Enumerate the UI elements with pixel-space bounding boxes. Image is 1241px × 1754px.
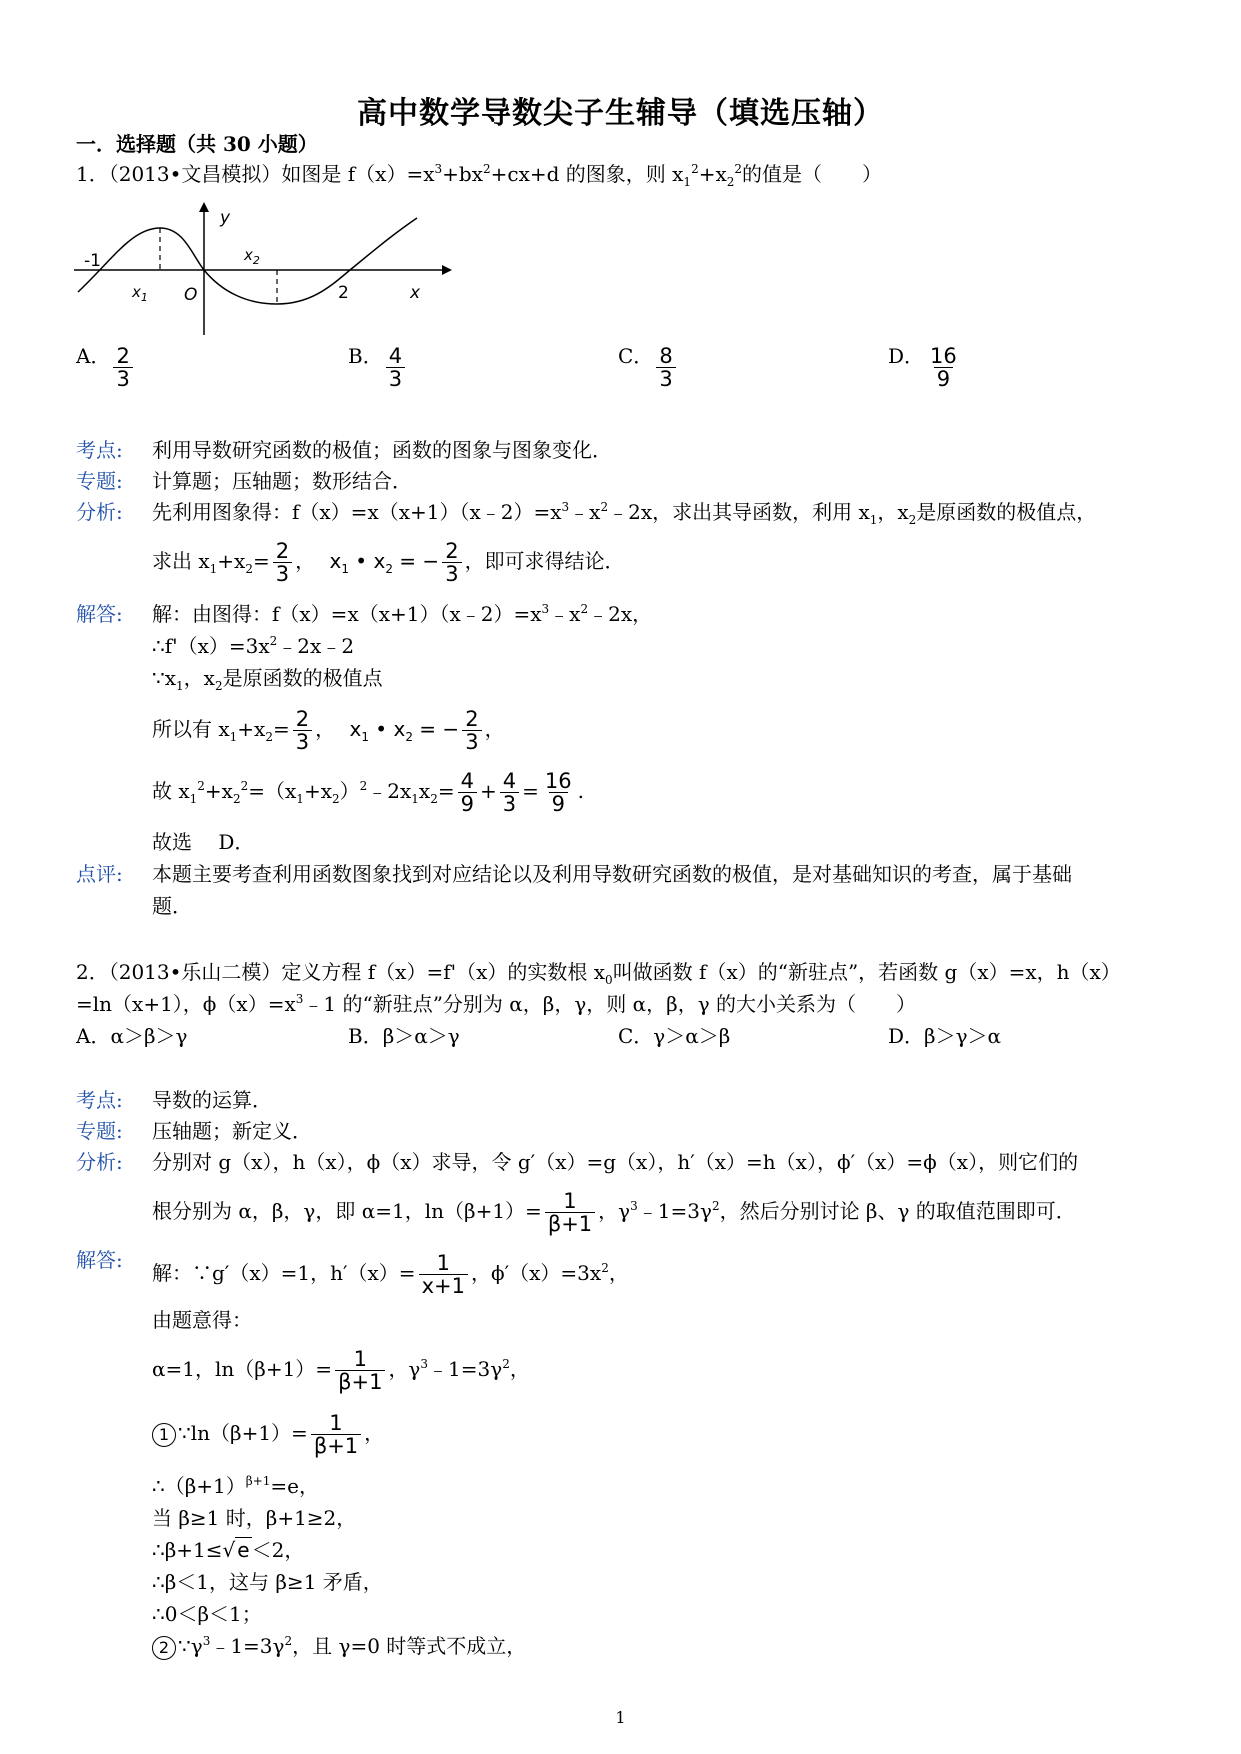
q2-jieda-line10: 2 $\because\gamma^3﹣1=3\gamma^2$，且 γ=0 时等式不成立， — [152, 1632, 526, 1660]
q2-jieda-line4: 1 ∵ln（β+1）= $\frac{1}{\beta+1}$ ， — [152, 1412, 384, 1457]
q1-stem: 1．（2013•文昌模拟）如图是 $f(x)=x^3+bx^2+cx+d$ 的图象，则 $x_1^2+x_2^2$的值是（ ） — [76, 162, 883, 189]
graph-label-x2: $x_2$ — [244, 246, 260, 267]
graph-label-x1: $x_1$ — [132, 283, 148, 304]
q2-fenxi-line2: 根分别为 α，β，γ，即 α=1，ln（β+1）= $\frac{1}{\beta+1}$ ，$\gamma^3﹣1=3\gamma^2$，然后分别讨论 β、γ 的取值范围即可． — [152, 1189, 1076, 1236]
q2-jieda-line8: ∴β＜1，这与 β≥1 矛盾， — [152, 1570, 383, 1594]
q1-option-c: C． $\frac{8}{3}$ — [618, 340, 679, 390]
graph-label-y: y — [220, 208, 231, 228]
q1-function-graph — [72, 200, 452, 340]
q2-jieda-line3: α=1，ln（β+1）= $\frac{1}{\beta+1}$ ，$\gamma^3﹣1=3\gamma^2$， — [152, 1347, 530, 1394]
q1-jieda-line4: 所以有 $x_1+x_2=$ $\frac{2}{3}$ ， $x_1$ • $x_2$ = − $\frac{2}{3}$ ， — [152, 707, 505, 754]
page-title: 高中数学导数尖子生辅导（填选压轴） — [357, 96, 884, 131]
graph-label-2: 2 — [338, 283, 349, 303]
graph-label-neg1: -1 — [84, 251, 101, 271]
q2-stem-line1: 2．（2013•乐山二模）定义方程 f（x）=f'（x）的实数根 $x_0$叫做函数 f（x）的“新驻点”，若函数 g（x）=x，h（x） — [76, 960, 1121, 987]
q2-jieda-line7: ∴β+1≤√ e ＜2， — [152, 1538, 305, 1562]
section-heading: 一．选择题（共 30 小题） — [76, 132, 318, 156]
q2-option-c: C．γ＞α＞β — [618, 1024, 731, 1048]
document-page: 高中数学导数尖子生辅导（填选压轴） 一．选择题（共 30 小题） 1．（2013•文昌模拟）如图是 $f(x)=x^3+bx^2+cx+d$ 的图象，则 $x_1^2+x_2^2$的值是（ ） y x O -1 2 $x_1$ $x_2$ A． $\frac{2}{3}$ B． $\frac{4}{3}$ C． $\frac{8}{3}$ D． $\frac{16}{9}$ 考点: 利用导数研究函数的极值；函数的图象与图象变化． 专题: 计算题；压轴题；数形结合． 分析: 先利用图象得：$f(x)=x(x+1)(x﹣2)=x^3﹣x^2﹣2x$，求出其导函数，利用 $x_1$，$x_2$是原函数的极值点， 求出 $x_1+x_2=$ $\frac{2}{3}$ ， $x_1$ • $x_2$ = − $\frac{2}{3}$ ，即可求得结论． 解答: 解：由图得：$f(x)=x(x+1)(x﹣2)=x^3﹣x^2﹣2x$， $\therefore f'(x)=3x^2﹣2x﹣2$ $\because x_1$，$x_2$是原函数的极值点 所以有 $x_1+x_2=$ $\frac{2}{3}$ ， $x_1$ • $x_2$ = − $\frac{2}{3}$ ， 故 $x_1^2+x_2^2=(x_1+x_2)^2﹣2x_1x_2=$ $\frac{4}{9}$ + $\frac{4}{3}$ = $\frac{16}{9}$ . 故选 D． 点评: 本题主要考查利用函数图象找到对应结论以及利用导数研究函数的极值，是对基础知识的考查，属于基础 题． 2．（2013•乐山二模）定义方程 f（x）=f'（x）的实数根 $x_0$叫做函数 f（x）的“新驻点”，若函数 g（x）=x，h（x） =ln（x+1），$\phi(x)=x^3﹣1$ 的“新驻点”分别为 α，β，γ，则 α，β，γ 的大小关系为（ ） A．α＞β＞γ B．β＞α＞γ C．γ＞α＞β D．β＞γ＞α 考点: 导数的运算． 专题: 压轴题；新定义． 分析: 分别对 g（x），h（x），ϕ（x）求导，令 g′（x）=g（x），h′（x）=h（x），ϕ′（x）=ϕ（x），则它们的 根分别为 α，β，γ，即 α=1，ln（β+1）= $\frac{1}{\beta+1}$ ，$\gamma^3﹣1=3\gamma^2$，然后分别讨论 β、γ 的取值范围即可． 解答: 解：∵g′（x）=1，h′（x）= $\frac{1}{x+1}$ ，$\phi'(x)=3x^2$， 由题意得： α=1，ln（β+1）= $\frac{1}{\beta+1}$ ，$\gamma^3﹣1=3\gamma^2$， 1 ∵ln（β+1）= $\frac{1}{\beta+1}$ ， $\therefore(\beta+1)^{\beta+1}=e$， 当 β≥1 时，β+1≥2， ∴β+1≤√ e ＜2， ∴β＜1，这与 β≥1 矛盾， ∴0＜β＜1； 2 $\because\gamma^3﹣1=3\gamma^2$，且 γ=0 时等式不成立， 1 — [0, 0, 1241, 1754]
q2-option-a: A．α＞β＞γ — [76, 1024, 188, 1048]
q2-option-d: D．β＞γ＞α — [888, 1024, 1002, 1048]
q1-answer: 故选 D． — [152, 830, 255, 854]
q2-jieda-line9: ∴0＜β＜1； — [152, 1602, 262, 1626]
q1-option-d: D． $\frac{16}{9}$ — [888, 344, 957, 391]
q1-jieda-line5: 故 $x_1^2+x_2^2=(x_1+x_2)^2﹣2x_1x_2=$ $\frac{4}{9}$ + $\frac{4}{3}$ = $\frac{16}{9}$ . — [152, 769, 584, 816]
q1-option-a: A． $\frac{2}{3}$ — [76, 340, 136, 390]
q2-jieda-line5: $\therefore(\beta+1)^{\beta+1}=e$， — [152, 1474, 320, 1498]
q2-jieda-line2: 由题意得： — [152, 1308, 252, 1332]
graph-label-x: x — [410, 283, 421, 303]
q1-dianping-line2: 题． — [152, 894, 192, 918]
page-number: 1 — [615, 1708, 626, 1727]
q1-jieda-line2: $\therefore f'(x)=3x^2﹣2x﹣2$ — [152, 634, 355, 658]
q1-option-b: B． $\frac{4}{3}$ — [348, 340, 408, 390]
q2-stem-line2: =ln（x+1），$\phi(x)=x^3﹣1$ 的“新驻点”分别为 α，β，γ，则 α，β，γ 的大小关系为（ ） — [76, 992, 917, 1016]
q1-jieda-line3: $\because x_1$，$x_2$是原函数的极值点 — [152, 666, 383, 693]
q2-jieda-line6: 当 β≥1 时，β+1≥2， — [152, 1506, 357, 1530]
q2-option-b: B．β＞α＞γ — [348, 1024, 460, 1048]
q1-fenxi-line2: 求出 $x_1+x_2=$ $\frac{2}{3}$ ， $x_1$ • $x_2$ = − $\frac{2}{3}$ ，即可求得结论． — [152, 539, 625, 586]
graph-label-origin: O — [184, 285, 198, 305]
circled-number-2: 2 — [152, 1636, 176, 1660]
circled-number-1: 1 — [152, 1423, 176, 1447]
